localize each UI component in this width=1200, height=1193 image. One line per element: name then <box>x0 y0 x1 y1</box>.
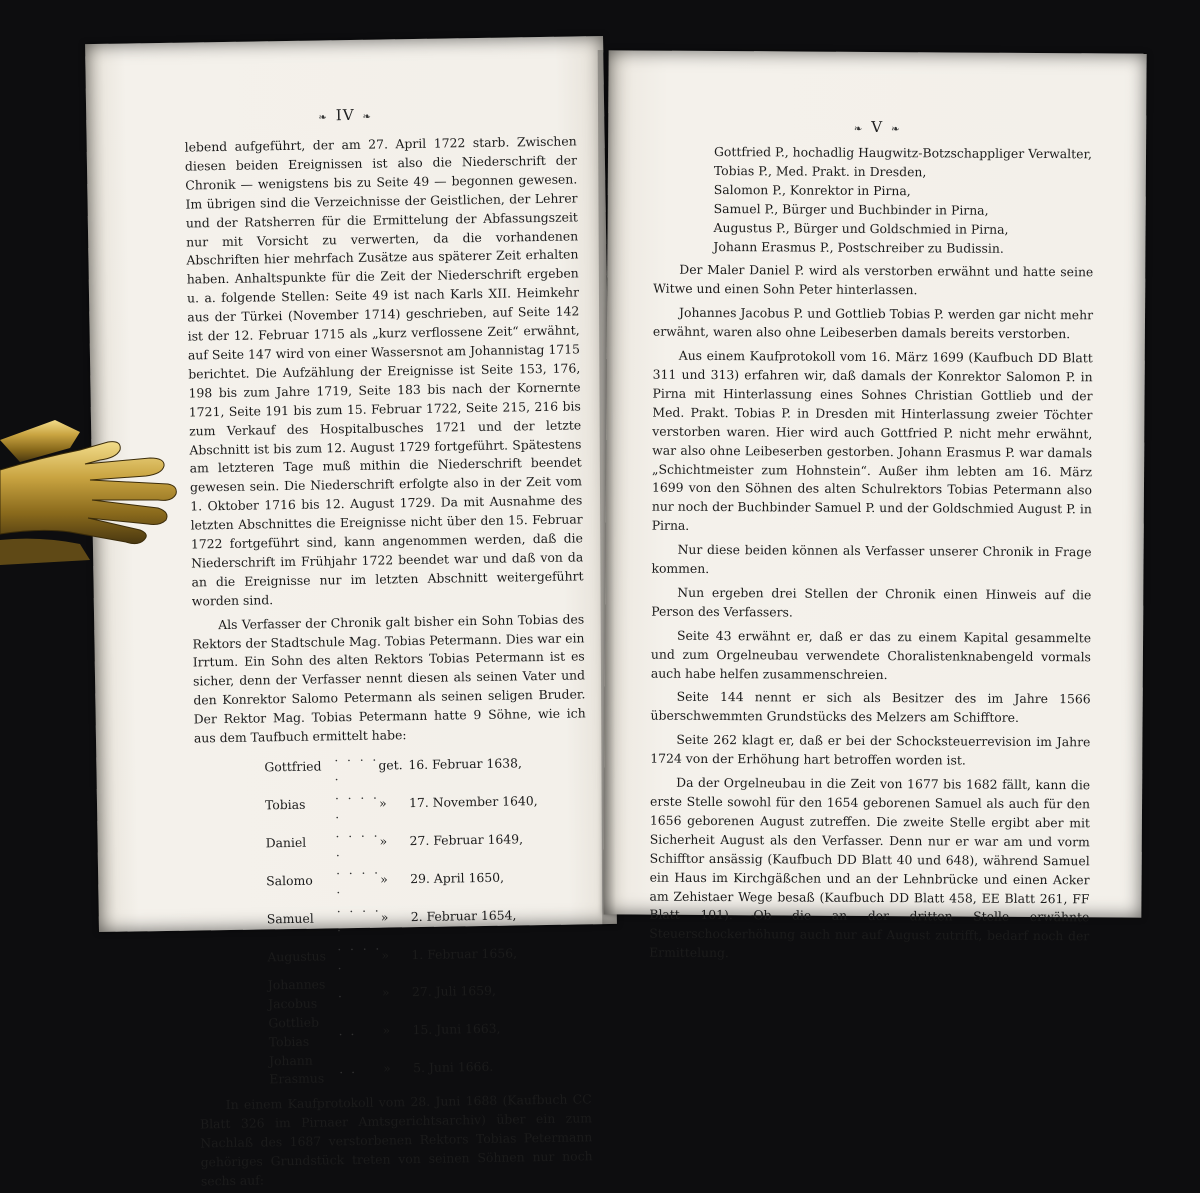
paragraph: Seite 262 klagt er, daß er bei der Schocksteuerrevision im Jahre 1724 von der Erhöhung hart betroffen worden ist. <box>650 732 1091 768</box>
paragraph: In einem Kaufprotokoll vom 28. Juni 1688 (Kaufbuch CC Blatt 326 im Pirnaer Amtsgerichtsarchiv) über ein zum Nachlaß des 1687 verstorbenen Rektors Tobias Petermann gehöriges Grundstück treten von seinen Söhnen nur noch sechs auf: <box>199 1091 593 1189</box>
ornament-icon: ❧ <box>318 112 328 124</box>
right-page <box>603 50 1146 961</box>
baptism-dots: . . . . . <box>334 748 379 784</box>
baptism-row <box>268 972 541 1014</box>
heir-line: Salomon P., Konrektor in Pirna, <box>713 181 911 199</box>
paragraph: Nur diese beiden können als Verfasser unserer Chronik in Frage kommen. <box>651 541 1092 577</box>
paragraph: Seite 43 erwähnt er, daß er das zu einem Kapital gesammelte und zum Orgelneubau verwendete Choralistenknabengeld vormals auch habe helfen zusammenschreien. <box>650 627 1092 682</box>
baptism-dots: . . . . . <box>334 786 379 822</box>
brass-hand-clip-icon <box>0 410 180 570</box>
page-number-right <box>608 116 1146 137</box>
paragraph: Der Maler Daniel P. wird als verstorben erwähnt und hatte seine Witwe und einen Sohn Peter hinterlassen. <box>653 262 1094 298</box>
baptism-row <box>266 859 539 901</box>
baptism-date: 27. Februar 1649, <box>409 831 524 849</box>
baptism-date: 17. November 1640, <box>408 793 538 811</box>
baptism-list <box>264 745 542 1090</box>
baptism-name: Johannes Jacobus <box>267 976 326 1012</box>
baptism-abbr: » <box>381 946 390 963</box>
paragraph: lebend aufgeführt, der am 27. April 1722 starb. Zwischen diesen beiden Ereignissen ist also die Niederschrift der Chronik — wenigstens bis zu Seite 49 — begonnen gewesen. Im übrigen sind die Verzeichnisse der Geistlichen, der Lehrer und der Ratsherren für die Ermittelung der Abfassungszeit nur mit Vorsicht zu verwerten, da die vorhandenen Abschriften hier mehrfach Zusätze aus späterer Zeit erhalten haben. Anhaltspunkte für die Zeit der Niederschrift ergeben u. a. folgende Stellen: Seite 49 ist nach Karls XII. Heimkehr aus der Türkei (November 1714) geschrieben, auf Seite 142 ist der 12. Februar 1715 als „kurz verflossene Zeit“ erwähnt, auf Seite 147 wird von einer Wassersnot am Johannistag 1715 berichtet. Die Aufzählung der Ereignisse ist Seite 153, 176, 198 bis zum Jahre 1719, Seite 183 bis nach der Kornernte 1721, Seite 191 bis zum 15. Februar 1722, Seite 215, 216 bis zum Verkauf des Hospitalbusches 1721 und der letzte Abschnitt ist bis zum 12. August 1729 fortgeführt. Spätestens am letzteren Tage muß mithin die Niederschrift beendet gewesen sein. Die Niederschrift erfolgte also in der Zeit vom 1. Oktober 1716 bis 12. August 1729. Da mit Ausnahme des letzten Abschnittes die Ereignisse nicht über den 15. Februar 1722 fortgeführt sind, kann angenommen werden, daß die Niederschrift im Frühjahr 1722 beendet war und daß von da an die Ereignisse nur im letzten Abschnitt weitergeführt worden sind. <box>184 133 584 609</box>
baptism-date: 1. Februar 1656, <box>411 944 518 962</box>
paragraph: Aus einem Kaufprotokoll vom 16. März 1699 (Kaufbuch DD Blatt 311 und 313) erfahren wir, daß damals der Konrektor Salomon P. in Pirna mit Hinterlassung eines Sohnes Christian Gottlieb und der Med. Prakt. Tobias P. in Dresden mit Hinterlassung zweier Töchter verstorben waren. Hier wird auch Gottfried P. nicht mehr erwähnt, war also ohne Leibeserben gestorben. Johann Erasmus P. war damals „Schichtmeister zum Hohnstein“. Außer ihm lebten am 16. März 1699 von den Söhnen des alten Schulrektors Tobias Petermann also nur noch der Buchbinder Samuel P. und der Goldschmied August P. in Pirna. <box>651 347 1093 534</box>
heir-line: Gottfried P., hochadlig Haugwitz-Botzschappliger Verwalter, <box>713 144 1093 162</box>
baptism-name: Daniel <box>265 834 307 851</box>
baptism-abbr: get. <box>378 757 403 774</box>
baptism-abbr: » <box>380 871 388 887</box>
baptism-name: Gottfried <box>264 758 322 775</box>
baptism-abbr: » <box>383 1060 391 1076</box>
heir-line: Samuel P., Bürger und Buchbinder in Pirna, <box>713 200 989 218</box>
baptism-date: 15. Juni 1663, <box>412 1020 501 1038</box>
baptism-row <box>265 821 538 863</box>
baptism-dots: . . . . . <box>336 899 381 935</box>
ornament-icon: ❧ <box>891 124 901 136</box>
baptism-dots: . . . . . <box>337 937 382 973</box>
baptism-name: Johann Erasmus <box>268 1052 325 1087</box>
baptism-dots: . . <box>338 1023 357 1039</box>
page-number-text: IV <box>335 105 355 125</box>
paragraph: Da der Orgelneubau in die Zeit von 1677 bis 1682 fällt, kann die erste Stelle sowohl für den 1654 geborenen Samuel als auch für den 1656 geborenen August zutreffen. Die zweite Stelle ergibt aber mit Sicherheit August als den Verfasser. Denn nur er war am und vorm Schifftor ansässig (Kaufbuch DD Blatt 40 und 648), während Samuel ein Haus im Kirchgäßchen und an der Lehnbrücke und einen Acker am Zehistaer Wege besaß (Kaufbuch DD Blatt 458, EE Blatt 261, FF Blatt 101). Ob die an der dritten Stelle erwähnte Steuerschockerhöhung auch nur auf August zutrifft, bedarf noch der Ermittelung. <box>649 774 1091 961</box>
baptism-dots: . . <box>339 1060 358 1077</box>
baptism-name: Augustus <box>267 947 327 964</box>
baptism-abbr: » <box>379 833 388 849</box>
baptism-row <box>267 934 540 976</box>
baptism-abbr: » <box>380 909 389 925</box>
baptism-abbr: » <box>378 795 387 811</box>
baptism-dots: . . . . . <box>335 862 381 897</box>
right-paragraphs <box>649 261 1093 965</box>
baptism-name: Tobias <box>264 797 306 813</box>
baptism-row <box>264 745 537 787</box>
paragraph: Nun ergeben drei Stellen der Chronik einen Hinweis auf die Person des Verfassers. <box>651 584 1092 620</box>
baptism-date: 27. Juli 1659, <box>411 983 497 1000</box>
baptism-date: 29. April 1650, <box>410 869 505 887</box>
baptism-name: Salomo <box>266 872 313 889</box>
ornament-icon: ❧ <box>362 111 373 123</box>
page-number-text: V <box>871 117 884 137</box>
baptism-row <box>268 1010 541 1052</box>
baptism-abbr: » <box>382 1022 391 1038</box>
heirs-list <box>713 143 1094 259</box>
heir-line: Augustus P., Bürger und Goldschmied in Pirna, <box>713 219 1009 237</box>
baptism-row <box>269 1048 542 1090</box>
baptism-date: 5. Juni 1666. <box>413 1058 494 1076</box>
right-page-body <box>649 143 1094 966</box>
baptism-dots: . <box>337 985 345 1001</box>
paragraph: Als Verfasser der Chronik galt bisher ein Sohn Tobias des Rektors der Stadtschule Mag. Tobias Petermann. Dies war ein Irrtum. Ein Sohn des alten Rektors Tobias Petermann ist es sicher, denn der Verfasser nennt diesen als seinen Vater und den Konrektor Salomo Petermann als seinen seligen Bruder. Der Rektor Mag. Tobias Petermann hatte 9 Söhne, wie ich aus dem Taufbuch ermittelt habe: <box>192 611 586 746</box>
baptism-row <box>265 783 538 825</box>
paragraph: Johannes Jacobus P. und Gottlieb Tobias P. werden gar nicht mehr erwähnt, waren also ohne Leibeserben damals bereits verstorben. <box>652 305 1094 342</box>
baptism-date: 2. Februar 1654, <box>410 907 517 924</box>
ornament-icon: ❧ <box>853 123 864 135</box>
heir-line: Johann Erasmus P., Postschreiber zu Budissin. <box>713 238 1004 256</box>
baptism-row <box>267 896 540 938</box>
left-page-body <box>185 132 593 1191</box>
baptism-name: Gottlieb Tobias <box>268 1014 320 1049</box>
baptism-dots: . . . . . <box>335 824 380 859</box>
baptism-date: 16. Februar 1638, <box>408 755 522 773</box>
page-number-left <box>86 102 604 128</box>
heir-line: Tobias P., Med. Prakt. in Dresden, <box>713 162 927 180</box>
paragraph: Seite 144 nennt er sich als Besitzer des im Jahre 1566 überschwemmten Grundstücks des Melzers am Schifftore. <box>650 689 1091 726</box>
baptism-abbr: » <box>381 984 390 1000</box>
baptism-name: Samuel <box>266 910 314 927</box>
